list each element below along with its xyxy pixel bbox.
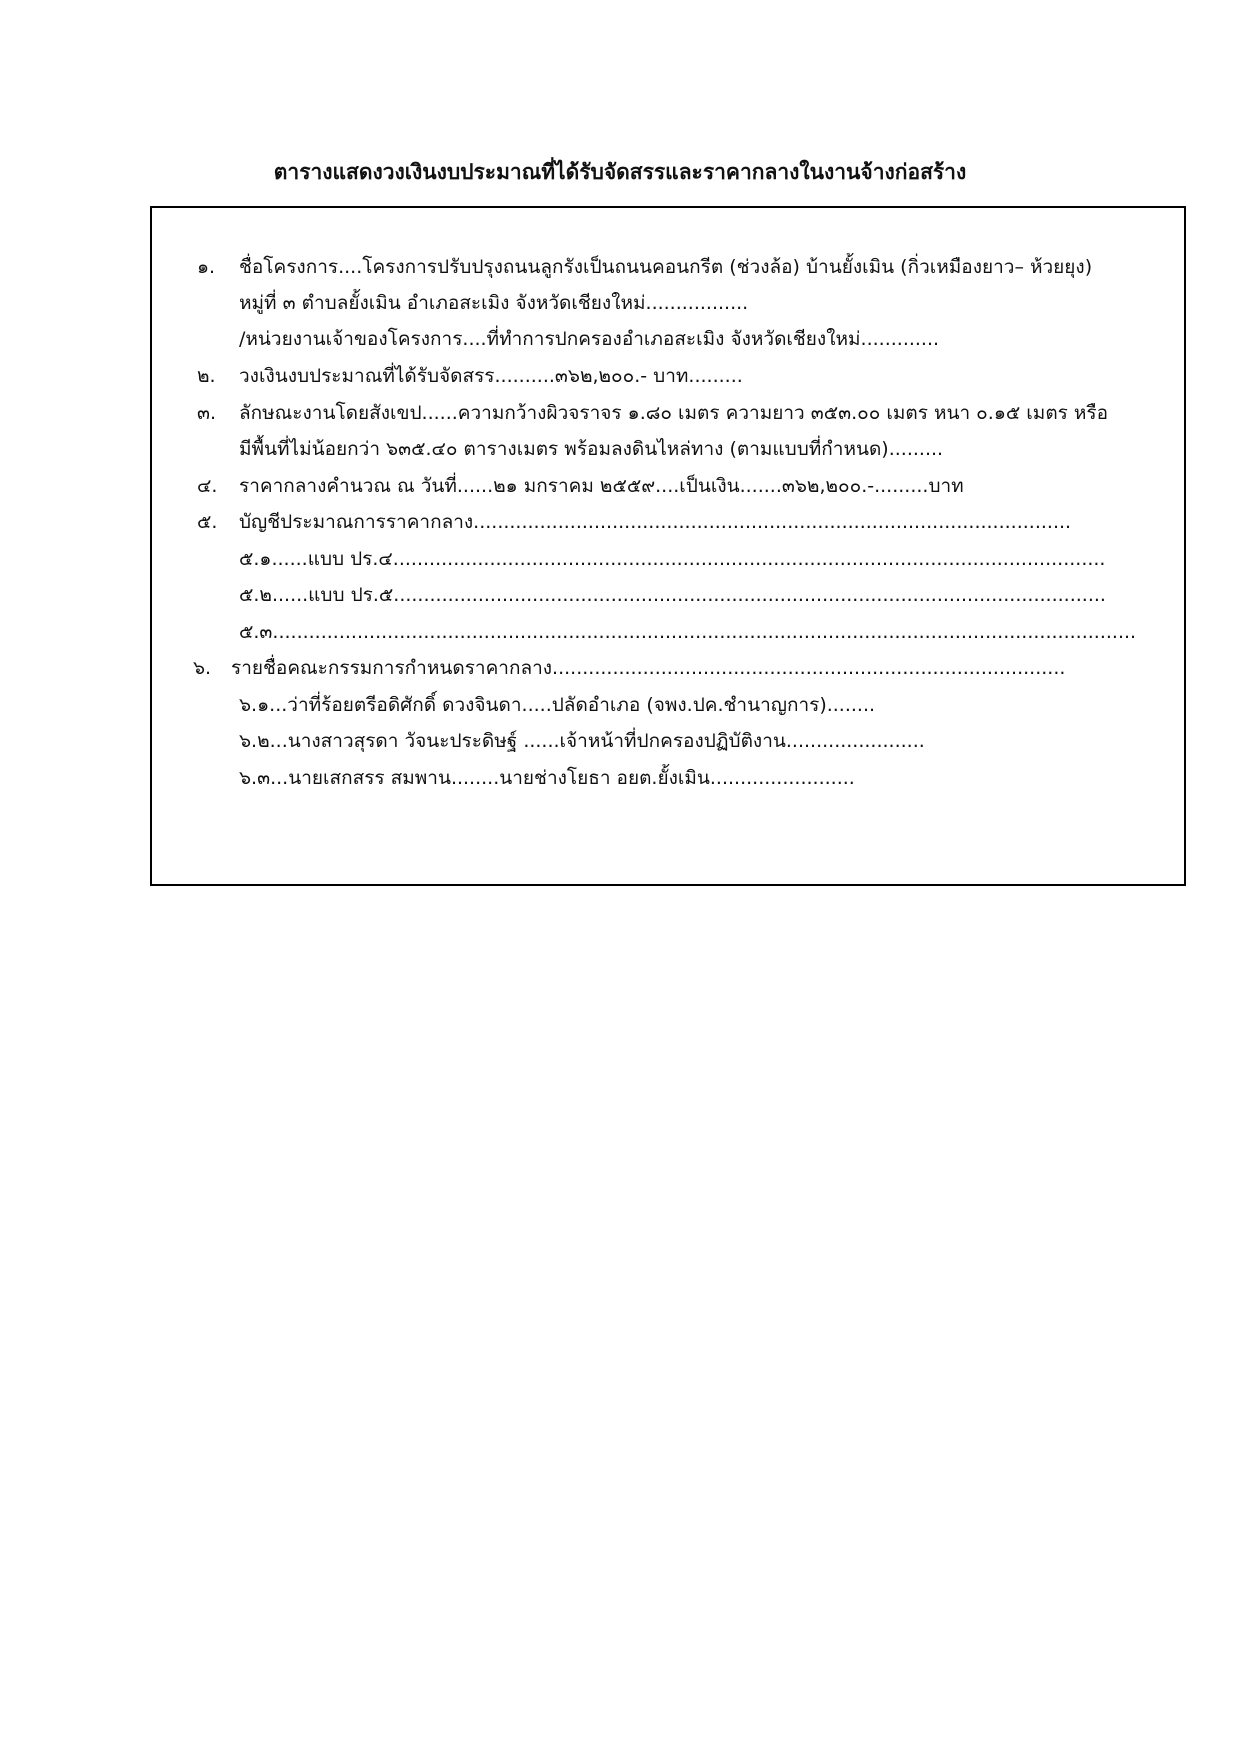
item-text: รายชื่อคณะกรรมการกำหนดราคากลาง.....................................................................................: [231, 657, 1066, 679]
document-box: [150, 206, 1186, 886]
item-text: ชื่อโครงการ....โครงการปรับปรุงถนนลูกรังเป็นถนนคอนกรีต (ช่วงล้อ) บ้านยั้งเมิน (กิ่วเหมืองยาว– ห้วยยุง): [239, 256, 1093, 278]
item-6-2: ๖.๒...นางสาวสุรดา วัจนะประดิษฐ์ ......เจ้าหน้าที่ปกครองปฏิบัติงาน.......................: [239, 730, 925, 752]
item-6: [193, 656, 1065, 680]
item-1-line-2: หมู่ที่ ๓ ตำบลยั้งเมิน อำเภอสะเมิง จังหวัดเชียงใหม่.................: [239, 292, 749, 314]
item-number: ๖.: [193, 657, 212, 679]
item-3-line-2: มีพื้นที่ไม่น้อยกว่า ๖๓๕.๔๐ ตารางเมตร พร้อมลงดินไหล่ทาง (ตามแบบที่กำหนด).........: [239, 438, 944, 460]
item-text: บัญชีประมาณการราคากลาง...................................................................................................: [239, 511, 1072, 533]
item-number: ๔.: [197, 475, 218, 497]
item-text: ลักษณะงานโดยสังเขป......ความกว้างผิวจราจร ๑.๘๐ เมตร ความยาว ๓๕๓.๐๐ เมตร หนา ๐.๑๕ เมตร หรือ: [239, 402, 1109, 424]
item-4: [197, 474, 964, 498]
item-5: [197, 510, 1071, 534]
item-number: ๑.: [197, 256, 216, 278]
item-3-line-1: [197, 401, 1108, 425]
item-6-1: ๖.๑...ว่าที่ร้อยตรีอดิศักดิ์ ดวงจินดา.....ปลัดอำเภอ (จพง.ปค.ชำนาญการ)........: [239, 694, 876, 716]
item-1-line-3: /หน่วยงานเจ้าของโครงการ....ที่ทำการปกครองอำเภอสะเมิง จังหวัดเชียงใหม่.............: [239, 328, 940, 350]
item-5-3: ๕.๓...............................................................................................................................................: [239, 621, 1137, 643]
item-number: ๒.: [197, 365, 216, 387]
item-5-2: ๕.๒......แบบ ปร.๕......................................................................................................................: [239, 584, 1106, 606]
document-title: ตารางแสดงวงเงินงบประมาณที่ได้รับจัดสรรและราคากลางในงานจ้างก่อสร้าง: [273, 160, 967, 184]
item-text: ราคากลางคำนวณ ณ วันที่......๒๑ มกราคม ๒๕๕๙....เป็นเงิน.......๓๖๒,๒๐๐.-.........บาท: [239, 475, 964, 497]
item-2: [197, 364, 743, 388]
item-number: ๓.: [197, 402, 217, 424]
item-text: วงเงินงบประมาณที่ได้รับจัดสรร..........๓๖๒,๒๐๐.- บาท.........: [239, 365, 743, 387]
item-6-3: ๖.๓...นายเสกสรร สมพาน........นายช่างโยธา อยต.ยั้งเมิน........................: [239, 767, 855, 789]
item-number: ๕.: [197, 511, 218, 533]
item-1-line-1: [197, 255, 1092, 279]
item-5-1: ๕.๑......แบบ ปร.๔......................................................................................................................: [239, 548, 1106, 570]
